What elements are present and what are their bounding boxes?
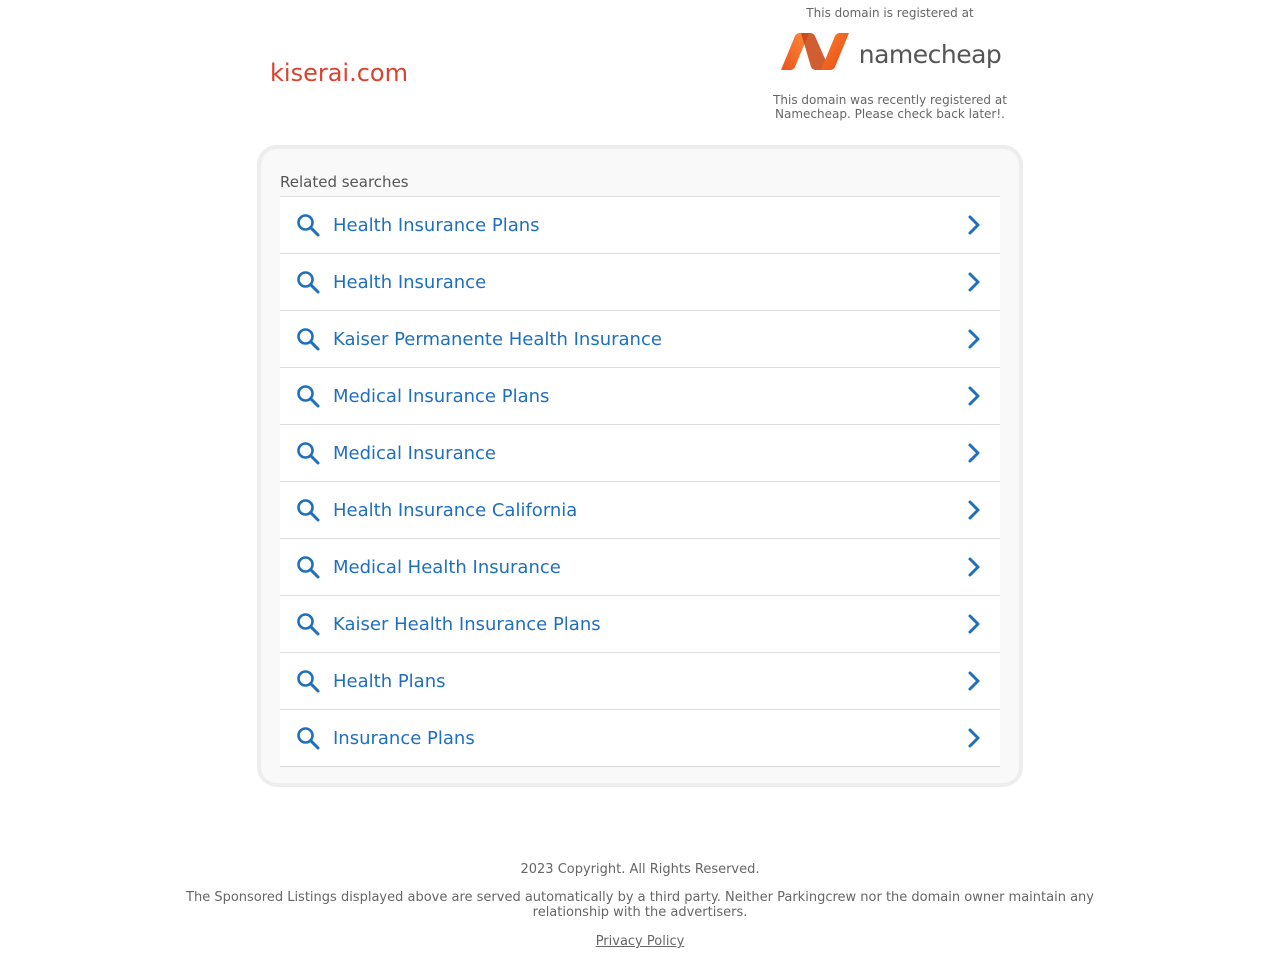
search-icon (295, 326, 321, 352)
related-search-label: Kaiser Health Insurance Plans (333, 613, 601, 635)
related-search-item[interactable] (280, 596, 1000, 653)
related-search-item[interactable] (280, 197, 1000, 254)
related-search-label: Medical Insurance (333, 442, 496, 464)
related-search-item[interactable] (280, 653, 1000, 710)
chevron-right-icon (964, 612, 984, 636)
related-search-label: Medical Health Insurance (333, 556, 561, 578)
related-search-label: Health Insurance Plans (333, 214, 540, 236)
search-icon (295, 554, 321, 580)
related-searches-list (280, 196, 1000, 767)
privacy-policy-link[interactable]: Privacy Policy (595, 934, 685, 949)
copyright-text: 2023 Copyright. All Rights Reserved. (520, 862, 760, 877)
search-icon (295, 440, 321, 466)
chevron-right-icon (964, 441, 984, 465)
domain-title: kiserai.com (270, 59, 408, 87)
related-searches-title: Related searches (280, 173, 409, 191)
related-search-label: Health Insurance (333, 271, 487, 293)
related-search-label: Kaiser Permanente Health Insurance (333, 328, 662, 350)
related-search-label: Insurance Plans (333, 727, 475, 749)
search-icon (295, 725, 321, 751)
chevron-right-icon (964, 213, 984, 237)
related-search-label: Health Insurance California (333, 499, 578, 521)
search-icon (295, 269, 321, 295)
namecheap-logo[interactable] (760, 34, 1020, 74)
namecheap-logo-text: namecheap (858, 39, 1002, 69)
registrar-note: This domain was recently registered at Namecheap. Please check back later!. (773, 93, 1007, 121)
chevron-right-icon (964, 498, 984, 522)
related-search-item[interactable] (280, 254, 1000, 311)
disclaimer-text: The Sponsored Listings displayed above are served automatically by a third party. Neither Parkingcrew nor the domain owner maintain any relationship with the advertisers. (186, 890, 1094, 920)
search-icon (295, 383, 321, 409)
related-search-item[interactable] (280, 539, 1000, 596)
chevron-right-icon (964, 384, 984, 408)
related-search-label: Medical Insurance Plans (333, 385, 550, 407)
related-search-label: Health Plans (333, 670, 446, 692)
registrar-panel (760, 0, 1020, 121)
search-icon (295, 668, 321, 694)
related-search-item[interactable] (280, 368, 1000, 425)
search-icon (295, 212, 321, 238)
related-search-item[interactable] (280, 311, 1000, 368)
search-icon (295, 611, 321, 637)
chevron-right-icon (964, 669, 984, 693)
related-searches-card (257, 145, 1023, 787)
chevron-right-icon (964, 726, 984, 750)
chevron-right-icon (964, 327, 984, 351)
chevron-right-icon (964, 555, 984, 579)
related-search-item[interactable] (280, 482, 1000, 539)
related-search-item[interactable] (280, 425, 1000, 482)
chevron-right-icon (964, 270, 984, 294)
footer (180, 860, 1100, 950)
namecheap-logo-icon (779, 32, 851, 76)
related-search-item[interactable] (280, 710, 1000, 767)
search-icon (295, 497, 321, 523)
registered-at-label: This domain is registered at (806, 6, 974, 20)
